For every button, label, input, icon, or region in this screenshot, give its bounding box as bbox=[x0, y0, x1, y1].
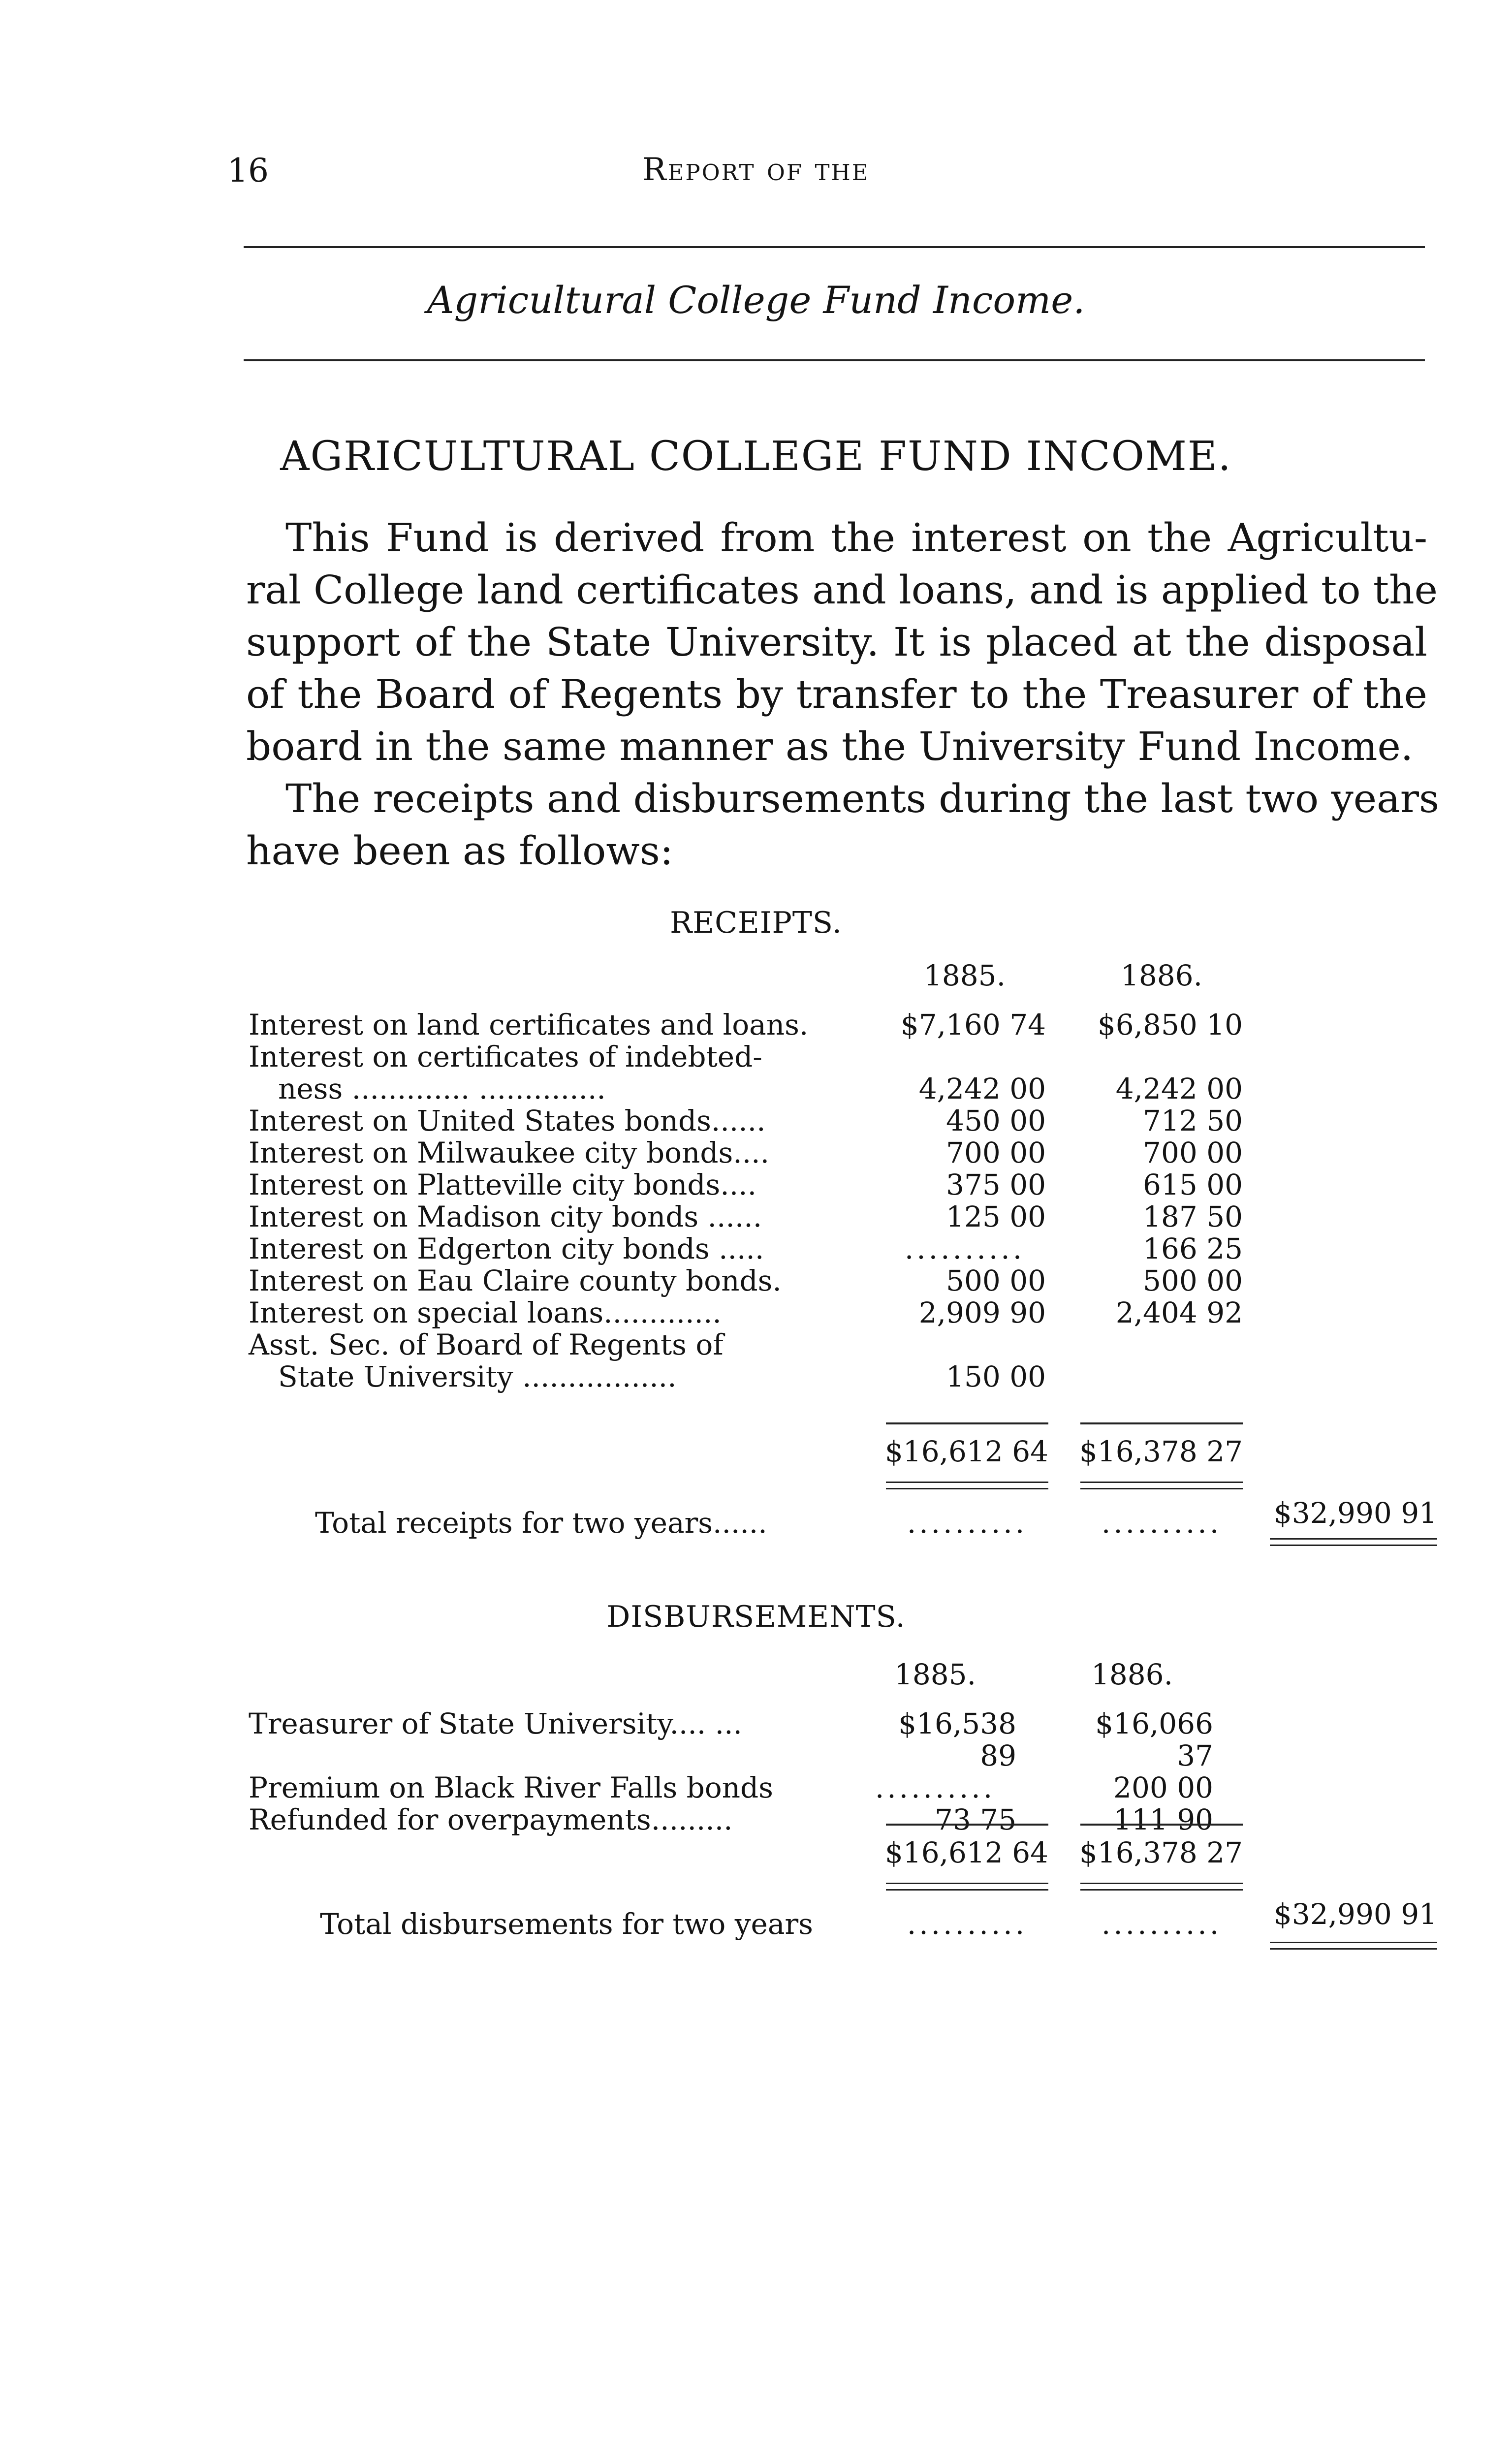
subtotal-double-rule-1885 bbox=[886, 1883, 1048, 1891]
table-row bbox=[249, 1169, 1248, 1201]
table-row bbox=[249, 1105, 1248, 1137]
value-1885: 500 00 bbox=[946, 1264, 1046, 1297]
value-1886: 200 00 bbox=[1113, 1771, 1213, 1804]
table-row bbox=[249, 1201, 1248, 1233]
value-1886: 712 50 bbox=[1143, 1104, 1243, 1137]
table-row bbox=[249, 1137, 1248, 1169]
paragraph-line: board in the same manner as the University Fund Income. bbox=[246, 724, 1414, 769]
row-label: Interest on Eau Claire county bonds. bbox=[249, 1264, 782, 1297]
disbursements-total-dots-1886: .......... bbox=[1101, 1907, 1222, 1941]
receipts-table bbox=[249, 960, 1248, 1393]
value-1886: $6,850 10 bbox=[1097, 1008, 1243, 1041]
value-1886 bbox=[1080, 1361, 1248, 1393]
value-1885: 700 00 bbox=[946, 1136, 1046, 1169]
year-1886-header: 1886. bbox=[1091, 1658, 1173, 1691]
value-1886 bbox=[1080, 1041, 1248, 1073]
row-label: Asst. Sec. of Board of Regents of bbox=[249, 1328, 724, 1361]
value-1885: 2,909 90 bbox=[918, 1296, 1046, 1329]
value-1885: $16,538 89 bbox=[898, 1707, 1016, 1772]
receipts-total-double-rule bbox=[1270, 1538, 1437, 1546]
subtotal-rule-1885 bbox=[886, 1824, 1048, 1826]
table-row bbox=[249, 1041, 1248, 1073]
disbursements-subtotal-1886: $16,378 27 bbox=[1079, 1836, 1243, 1869]
value-1885: 375 00 bbox=[946, 1168, 1046, 1201]
value-1885: .......... bbox=[875, 1771, 996, 1804]
table-row bbox=[249, 1772, 1218, 1804]
row-label: State University ................. bbox=[278, 1360, 677, 1393]
disbursements-table bbox=[249, 1659, 1218, 1836]
row-label: Interest on Madison city bonds ...... bbox=[249, 1200, 762, 1233]
header-rule-top bbox=[244, 246, 1425, 248]
disbursements-heading: DISBURSEMENTS. bbox=[606, 1600, 906, 1634]
disbursements-total-dots-1885: .......... bbox=[907, 1907, 1028, 1941]
value-1886: 500 00 bbox=[1143, 1264, 1243, 1297]
receipts-total-label: Total receipts for two years...... bbox=[315, 1506, 767, 1540]
value-1886: 2,404 92 bbox=[1115, 1296, 1243, 1329]
paragraph-line: ral College land certificates and loans, and is applied to the bbox=[246, 567, 1438, 613]
subtotal-double-rule-1885 bbox=[886, 1482, 1048, 1489]
year-1885-header: 1885. bbox=[923, 959, 1006, 992]
value-1885: $7,160 74 bbox=[900, 1008, 1046, 1041]
header-rule-bottom bbox=[244, 359, 1425, 361]
table-row bbox=[249, 1073, 1248, 1105]
disbursements-grand-total: $32,990 91 bbox=[1273, 1897, 1437, 1931]
receipts-heading: RECEIPTS. bbox=[670, 906, 842, 940]
table-row bbox=[249, 1361, 1248, 1393]
value-1886 bbox=[1080, 1329, 1248, 1361]
value-1886: 111 90 bbox=[1113, 1803, 1213, 1836]
receipts-subtotal-1886: $16,378 27 bbox=[1079, 1435, 1243, 1468]
row-label: Interest on land certificates and loans. bbox=[249, 1008, 809, 1041]
receipts-total-dots-1885: .......... bbox=[907, 1506, 1028, 1540]
value-1885: 4,242 00 bbox=[918, 1072, 1046, 1105]
paragraph-line: The receipts and disbursements during the last two years bbox=[285, 776, 1440, 821]
receipts-subtotal-1885: $16,612 64 bbox=[884, 1435, 1048, 1468]
disbursements-total-double-rule bbox=[1270, 1942, 1437, 1950]
disbursements-subtotal-1885: $16,612 64 bbox=[884, 1836, 1048, 1869]
row-label: Interest on special loans............. bbox=[249, 1296, 722, 1329]
running-title: Report of the bbox=[642, 152, 870, 188]
table-row bbox=[249, 1265, 1248, 1297]
value-1885: .......... bbox=[904, 1232, 1025, 1265]
subtotal-rule-1886 bbox=[1080, 1422, 1243, 1424]
row-label: Interest on United States bonds...... bbox=[249, 1104, 766, 1137]
row-label: Premium on Black River Falls bonds bbox=[249, 1771, 773, 1804]
paragraph-line: support of the State University. It is placed at the disposal bbox=[246, 619, 1427, 665]
value-1885: 450 00 bbox=[946, 1104, 1046, 1137]
value-1885: 125 00 bbox=[946, 1200, 1046, 1233]
section-title: Agricultural College Fund Income. bbox=[427, 278, 1085, 322]
paragraph-line: This Fund is derived from the interest on the Agricultu- bbox=[285, 515, 1427, 561]
value-1886: 700 00 bbox=[1143, 1136, 1243, 1169]
receipts-grand-total: $32,990 91 bbox=[1273, 1496, 1437, 1530]
value-1886: 187 50 bbox=[1143, 1200, 1243, 1233]
page-number: 16 bbox=[227, 152, 269, 189]
row-label: Interest on certificates of indebted- bbox=[249, 1040, 762, 1073]
value-1885: 73 75 bbox=[934, 1803, 1016, 1836]
paragraph-line: of the Board of Regents by transfer to the Treasurer of the bbox=[246, 671, 1427, 717]
row-label: Treasurer of State University.... ... bbox=[249, 1707, 742, 1740]
row-label: Refunded for overpayments......... bbox=[249, 1803, 733, 1836]
page-heading: AGRICULTURAL COLLEGE FUND INCOME. bbox=[280, 433, 1232, 480]
value-1886: 166 25 bbox=[1143, 1232, 1243, 1265]
row-label: ness ............. .............. bbox=[278, 1072, 606, 1105]
table-header-row bbox=[249, 1659, 1218, 1691]
disbursements-total-label: Total disbursements for two years bbox=[320, 1907, 813, 1941]
value-1885 bbox=[883, 1329, 1051, 1361]
subtotal-rule-1886 bbox=[1080, 1824, 1243, 1826]
table-row bbox=[249, 1708, 1218, 1772]
intro-paragraph bbox=[246, 512, 1438, 773]
table-row bbox=[249, 1233, 1248, 1265]
table-header-row bbox=[249, 960, 1248, 992]
subtotal-rule-1885 bbox=[886, 1422, 1048, 1424]
row-label: Interest on Platteville city bonds.... bbox=[249, 1168, 757, 1201]
row-label: Interest on Edgerton city bonds ..... bbox=[249, 1232, 764, 1265]
paragraph-line: have been as follows: bbox=[246, 828, 673, 874]
value-1886: 615 00 bbox=[1143, 1168, 1243, 1201]
subtotal-double-rule-1886 bbox=[1080, 1482, 1243, 1489]
row-label: Interest on Milwaukee city bonds.... bbox=[249, 1136, 770, 1169]
table-row bbox=[249, 1009, 1248, 1041]
year-1885-header: 1885. bbox=[894, 1658, 976, 1691]
table-row bbox=[249, 1297, 1248, 1329]
summary-paragraph bbox=[246, 773, 1440, 877]
table-row bbox=[249, 1329, 1248, 1361]
value-1886: 4,242 00 bbox=[1115, 1072, 1243, 1105]
subtotal-double-rule-1886 bbox=[1080, 1883, 1243, 1891]
table-row bbox=[249, 1804, 1218, 1836]
receipts-total-dots-1886: .......... bbox=[1101, 1506, 1222, 1540]
value-1886: $16,066 37 bbox=[1095, 1707, 1213, 1772]
value-1885: 150 00 bbox=[946, 1360, 1046, 1393]
value-1885 bbox=[883, 1041, 1051, 1073]
year-1886-header: 1886. bbox=[1120, 959, 1203, 992]
